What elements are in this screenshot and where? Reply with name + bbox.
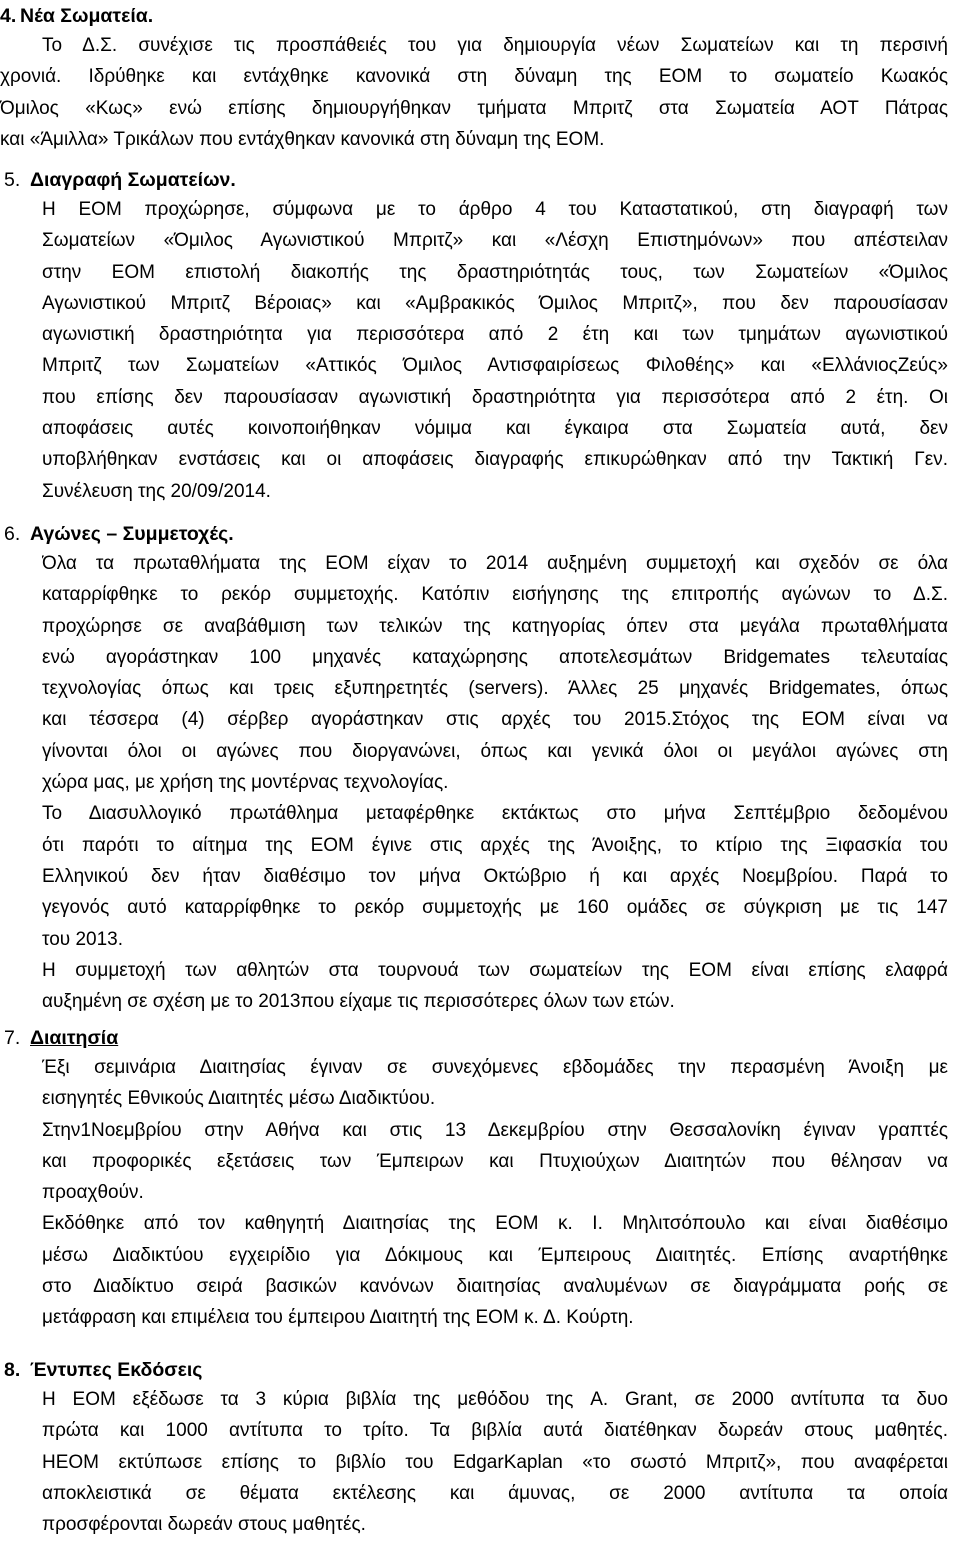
text-line: αποκλειστικά σε θέματα εκτέλεσης και άμυνας, σε 2000 αντίτυπα τα οποία — [42, 1482, 948, 1504]
text-line: Συνέλευση της 20/09/2014. — [42, 480, 271, 502]
text-line: αποφάσεις αυτές κοινοποιήθηκαν νόμιμα και έγκαιρα στα Σωματεία αυτά, δεν — [42, 418, 948, 440]
section-number: 5. — [4, 169, 21, 191]
text-line: αυξημένη σε σχέση με το 2013που είχαμε τις περισσότερες όλων των ετών. — [42, 991, 675, 1013]
section-title: Διαγραφή Σωματείων. — [30, 169, 236, 191]
section-new-clubs — [0, 2, 948, 155]
section-heading — [0, 1356, 948, 1384]
section-number: 4. — [0, 5, 17, 27]
text-line: μετάφραση και επιμέλεια του έμπειρου Διαιτητή της ΕΟΜ κ. Δ. Κούρτη. — [42, 1307, 634, 1329]
text-line: προαχθούν. — [42, 1182, 144, 1204]
section-body — [42, 194, 948, 507]
text-line: μέσω Διαδικτύου εγχειρίδιο για Δόκιμους και Έμπειρους Διαιτητές. Επίσης αναρτήθηκε — [42, 1244, 948, 1266]
text-line: Ελληνικού δεν ήταν διαθέσιμο τον μήνα Οκτώβριο ή και αρχές Νοεμβρίου. Παρά το — [42, 865, 948, 887]
section-number: 8. — [4, 1359, 21, 1381]
text-line: και τέσσερα (4) σέρβερ αγοράστηκαν στις αρχές του 2015.Στόχος της ΕΟΜ είναι να — [42, 709, 948, 731]
text-line: ενώ αγοράστηκαν 100 μηχανές καταχώρησης αποτελεσμάτων Bridgemates τελευταίας — [42, 646, 948, 668]
section-refereeing — [0, 1024, 948, 1334]
section-title: Νέα Σωματεία. — [20, 5, 154, 27]
section-number: 6. — [4, 523, 21, 545]
section-heading — [0, 166, 948, 194]
section-club-deletion — [0, 166, 948, 507]
section-title: Έντυπες Εκδόσεις — [30, 1359, 203, 1381]
text-line: Η ΕΟΜ προχώρησε, σύμφωνα με το άρθρο 4 του Καταστατικού, στη διαγραφή των — [42, 199, 948, 220]
section-body — [42, 1052, 948, 1334]
text-line: γεγονός αυτό καταρρίφθηκε το ρεκόρ συμμετοχής με 160 ομάδες σε σύγκριση με τις 147 — [42, 897, 948, 919]
text-line: Αγωνιστικού Μπριτζ Βέροιας» και «Αμβρακικός Όμιλος Μπριτζ», που δεν παρουσίασαν — [42, 292, 948, 314]
text-line: καταρρίφθηκε το ρεκόρ συμμετοχής. Κατόπιν εισήγησης της επιτροπής αγώνων το Δ.Σ. — [42, 584, 948, 606]
text-line: εισηγητές Εθνικούς Διαιτητές μέσω Διαδικτύου. — [42, 1088, 436, 1110]
text-line: τεχνολογίας όπως και τρεις εξυπηρετητές (servers). Άλλες 25 μηχανές Bridgemates, όπως — [42, 678, 948, 700]
section-title: Αγώνες – Συμμετοχές. — [30, 523, 234, 545]
text-line: του 2013. — [42, 928, 124, 950]
text-line: χώρα μας, με χρήση της μοντέρνας τεχνολογίας. — [42, 772, 449, 794]
text-line: και «Άμιλλα» Τρικάλων που εντάχθηκαν κανονικά στη δύναμη της ΕΟΜ. — [0, 128, 605, 150]
text-line: Η συμμετοχή των αθλητών στα τουρνουά των σωματείων της ΕΟΜ είναι επίσης ελαφρά — [42, 959, 948, 981]
section-heading — [0, 2, 948, 30]
text-line: Το Διασυλλογικό πρωτάθλημα μεταφέρθηκε εκτάκτως στο μήνα Σεπτέμβριο δεδομένου — [42, 803, 948, 825]
section-number: 7. — [4, 1027, 21, 1049]
text-line: και προφορικές εξετάσεις των Έμπειρων και Πτυχιούχων Διαιτητών που θέλησαν να — [42, 1150, 948, 1172]
text-line: που επίσης δεν παρουσίασαν αγωνιστική δραστηριότητα για περισσότερα από 2 έτη. Οι — [42, 386, 948, 408]
text-line: Όλα τα πρωταθλήματα της ΕΟΜ είχαν το 2014 αυξημένη συμμετοχή και σχεδόν σε όλα — [42, 553, 948, 574]
text-line: υποβλήθηκαν ενστάσεις και οι αποφάσεις διαγραφής επικυρώθηκαν από την Τακτική Γεν. — [42, 449, 948, 471]
text-line: Το Δ.Σ. συνέχισε τις προσπάθειές του για δημιουργία νέων Σωματείων και τη περσινή — [42, 35, 948, 56]
text-line: προσφέρονται δωρεάν στους μαθητές. — [42, 1514, 366, 1536]
text-line: στην ΕΟΜ επιστολή διακοπής της δραστηριότητάς τους, των Σωματείων «Όμιλος — [42, 261, 948, 283]
text-line: Όμιλος «Κως» ενώ επίσης δημιουργήθηκαν τμήματα Μπριτζ στα Σωματεία ΑΟΤ Πάτρας — [0, 97, 948, 119]
section-heading — [0, 1024, 948, 1052]
text-line: χρονιά. Ιδρύθηκε και εντάχθηκε κανονικά στη δύναμη της ΕΟΜ το σωματείο Κωακός — [0, 66, 948, 88]
text-line: προχώρησε σε αναβάθμιση των τελικών της κατηγορίας όπεν στα μεγάλα πρωταθλήματα — [42, 615, 948, 637]
section-title: Διαιτησία — [30, 1027, 119, 1049]
text-line: Στην1Νοεμβρίου στην Αθήνα και στις 13 Δεκεμβρίου στην Θεσσαλονίκη έγιναν γραπτές — [42, 1119, 948, 1141]
text-line: Εκδόθηκε από τον καθηγητή Διαιτησίας της ΕΟΜ κ. Ι. Μηλιτσόπουλο και είναι διαθέσιμο — [42, 1213, 948, 1235]
text-line: στο Διαδίκτυο σειρά βασικών κανόνων διαιτησίας αναλυμένων σε διαγράμματα ροής σε — [42, 1276, 948, 1298]
text-line: Σωματείων «Όμιλος Αγωνιστικού Μπριτζ» και «Λέσχη Επιστημόνων» που απέστειλαν — [42, 230, 948, 252]
section-body — [0, 30, 948, 155]
section-publications — [0, 1356, 948, 1540]
text-line: ότι παρότι το αίτημα της ΕΟΜ έγινε στις αρχές της Άνοιξης, το κτίριο της Ξιφασκία του — [42, 834, 948, 856]
text-line: Η ΕΟΜ εξέδωσε τα 3 κύρια βιβλία της μεθόδου της A. Grant, σε 2000 αντίτυπα τα δυο — [42, 1389, 948, 1410]
text-line: πρώτα και 1000 αντίτυπα το τρίτο. Τα βιβλία αυτά διατέθηκαν δωρεάν στους μαθητές. — [42, 1420, 948, 1442]
text-line: αγωνιστική δραστηριότητα για περισσότερα από 2 έτη και των τμημάτων αγωνιστικού — [42, 324, 948, 346]
text-line: Έξι σεμινάρια Διαιτησίας έγιναν σε συνεχόμενες εβδομάδες την περασμένη Άνοιξη με — [42, 1057, 948, 1078]
section-body — [42, 1384, 948, 1540]
text-line: Μπριτζ των Σωματείων «Αττικός Όμιλος Αντισφαιρίσεως Φιλοθέης» και «ΕλλάνιοςΖεύς» — [42, 355, 948, 377]
text-line: γίνονται όλοι οι αγώνες που διοργανώνει, όπως και γενικά όλοι οι μεγάλοι αγώνες στη — [42, 740, 948, 762]
section-heading — [0, 520, 948, 548]
section-body — [42, 548, 948, 1017]
section-competitions — [0, 520, 948, 1017]
text-line: ΗΕΟΜ εκτύπωσε επίσης το βιβλίο του EdgarKaplan «το σωστό Μπριτζ», που αναφέρεται — [42, 1451, 948, 1473]
